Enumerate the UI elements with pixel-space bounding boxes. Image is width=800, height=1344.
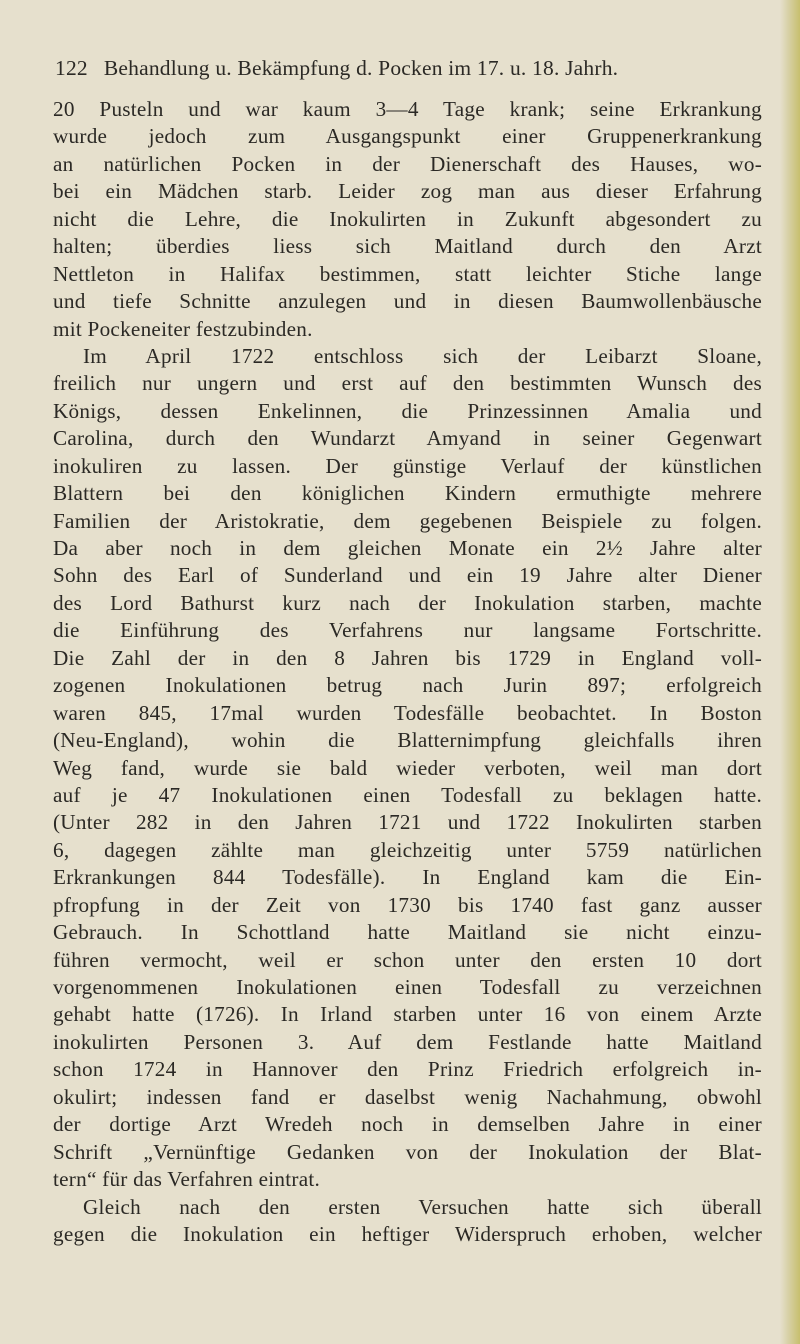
text-line: vorgenommenen Inokulationen einen Todesfall zu verzeichnen (53, 975, 762, 999)
text-line: der dortige Arzt Wredeh noch in demselben Jahre in einer (53, 1112, 762, 1137)
text-line: tern“ für das Verfahren eintrat. (53, 1167, 321, 1192)
text-line: 6, dagegen zählte man gleichzeitig unter 5759 natürlichen (53, 837, 762, 862)
text-line: inokulirten Personen 3. Auf dem Festlande hatte Maitland (53, 1029, 762, 1054)
text-line: Sohn des Earl of Sunderland und ein 19 Jahre alter Diener (53, 563, 762, 588)
text-line: (Neu-England), wohin die Blatternimpfung gleichfalls ihren (53, 728, 762, 753)
text-line: Familien der Aristokratie, dem gegebenen Beispiele zu folgen. (53, 508, 762, 533)
text-line: und tiefe Schnitte anzulegen und in diesen Baumwollenbäusche (53, 289, 762, 314)
text-line: Erkrankungen 844 Todesfälle). In England kam die Ein- (53, 865, 762, 890)
text-line: inokuliren zu lassen. Der günstige Verlauf der künstlichen (53, 453, 762, 478)
text-line: okulirt; indessen fand er daselbst wenig Nachahmung, obwohl (53, 1084, 762, 1109)
text-line: Gleich nach den ersten Versuchen hatte sich überall (83, 1194, 762, 1219)
text-line: 20 Pusteln und war kaum 3—4 Tage krank; seine Erkrankung (53, 97, 762, 121)
text-line: waren 845, 17mal wurden Todesfälle beobachtet. In Boston (53, 700, 762, 725)
text-line: Nettleton in Halifax bestimmen, statt leichter Stiche lange (53, 261, 762, 286)
text-line: Die Zahl der in den 8 Jahren bis 1729 in England voll- (53, 645, 762, 670)
text-line: mit Pockeneiter festzubinden. (53, 316, 313, 341)
text-line: Carolina, durch den Wundarzt Amyand in seiner Gegenwart (53, 426, 762, 451)
text-line: wurde jedoch zum Ausgangspunkt einer Gruppenerkrankung (53, 124, 762, 149)
text-line: Gebrauch. In Schottland hatte Maitland sie nicht einzu- (53, 920, 762, 945)
text-line: führen vermocht, weil er schon unter den ersten 10 dort (53, 947, 762, 972)
running-header (55, 53, 735, 83)
text-line: Da aber noch in dem gleichen Monate ein 2½ Jahre alter (53, 536, 762, 560)
text-line: (Unter 282 in den Jahren 1721 und 1722 Inokulirten starben (53, 810, 762, 835)
text-line: halten; überdies liess sich Maitland durch den Arzt (53, 234, 762, 259)
text-line: zogenen Inokulationen betrug nach Jurin 897; erfolgreich (53, 673, 762, 698)
text-line: gegen die Inokulation ein heftiger Widerspruch erhoben, welcher (53, 1221, 762, 1246)
text-line: nicht die Lehre, die Inokulirten in Zukunft abgesondert zu (53, 206, 762, 231)
page-number: 122 (55, 56, 88, 80)
text-line: die Einführung des Verfahrens nur langsame Fortschritte. (53, 618, 762, 643)
body-text (53, 96, 762, 1248)
running-title: Behandlung u. Bekämpfung d. Pocken im 17. u. 18. Jahrh. (103, 56, 619, 80)
text-line: freilich nur ungern und erst auf den bestimmten Wunsch des (53, 371, 762, 396)
text-line: Königs, dessen Enkelinnen, die Prinzessinnen Amalia und (53, 398, 762, 423)
text-line: bei ein Mädchen starb. Leider zog man aus dieser Erfahrung (53, 179, 762, 204)
text-line: schon 1724 in Hannover den Prinz Friedrich erfolgreich in- (53, 1057, 762, 1082)
text-line: an natürlichen Pocken in der Dienerschaft des Hauses, wo- (53, 151, 762, 176)
page-edge (780, 0, 800, 1344)
text-line: gehabt hatte (1726). In Irland starben unter 16 von einem Arzte (53, 1002, 762, 1027)
text-line: Im April 1722 entschloss sich der Leibarzt Sloane, (83, 343, 762, 368)
text-line: Weg fand, wurde sie bald wieder verboten, weil man dort (53, 755, 762, 780)
text-line: Schrift „Vernünftige Gedanken von der Inokulation der Blat- (53, 1139, 762, 1164)
text-line: Blattern bei den königlichen Kindern ermuthigte mehrere (53, 481, 762, 506)
text-line: des Lord Bathurst kurz nach der Inokulation starben, machte (53, 590, 762, 615)
text-line: auf je 47 Inokulationen einen Todesfall zu beklagen hatte. (53, 782, 762, 807)
text-line: pfropfung in der Zeit von 1730 bis 1740 fast ganz ausser (53, 892, 762, 917)
